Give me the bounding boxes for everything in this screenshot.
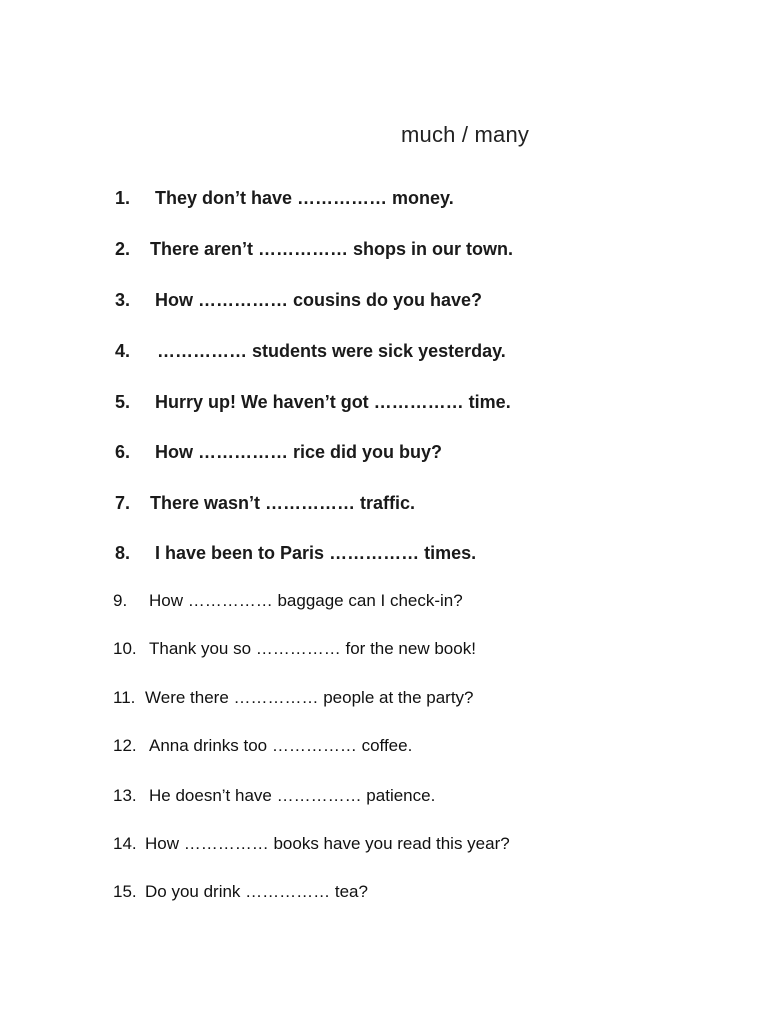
item-text: Anna drinks too …………… coffee. [149,736,413,755]
item-number: 7. [115,493,131,513]
item-number: 3. [115,290,131,310]
item-text: Were there …………… people at the party? [145,688,474,707]
exercise-item [113,591,463,611]
exercise-item [115,493,415,514]
item-text: I have been to Paris …………… times. [155,543,477,563]
exercise-item [113,786,435,806]
item-text: They don’t have …………… money. [155,188,454,208]
exercise-item [115,290,482,311]
item-text: How …………… baggage can I check-in? [149,591,463,610]
item-text: There aren’t …………… shops in our town. [150,239,514,259]
item-text: How …………… rice did you buy? [155,442,443,462]
item-text: Thank you so …………… for the new book! [149,639,476,658]
exercise-item [113,688,474,708]
exercise-item [115,392,511,413]
item-text: How …………… cousins do you have? [155,290,483,310]
exercise-item [115,239,513,260]
item-text: There wasn’t …………… traffic. [150,493,416,513]
exercise-item [115,341,506,362]
item-number: 8. [115,543,131,563]
item-text: He doesn’t have …………… patience. [149,786,436,805]
item-number: 4. [115,341,131,361]
exercise-item [115,188,454,209]
item-number: 11. [113,688,136,707]
item-number: 2. [115,239,131,259]
item-number: 5. [115,392,131,412]
exercise-item [115,543,476,564]
item-number: 12. [113,736,137,755]
item-text: Do you drink …………… tea? [145,882,368,901]
item-number: 15. [113,882,137,901]
item-number: 10. [113,639,137,658]
item-number: 13. [113,786,137,805]
exercise-item [113,834,510,854]
exercise-item [113,639,476,659]
exercise-item [113,736,412,756]
item-number: 9. [113,591,128,610]
item-text: Hurry up! We haven’t got …………… time. [155,392,511,412]
item-number: 1. [115,188,131,208]
item-number: 14. [113,834,137,853]
exercise-item [113,882,368,902]
item-text: How …………… books have you read this year? [145,834,510,853]
item-number: 6. [115,442,131,462]
exercise-item [115,442,442,463]
worksheet-title: much / many [401,122,530,147]
item-text: …………… students were sick yesterday. [157,341,506,361]
